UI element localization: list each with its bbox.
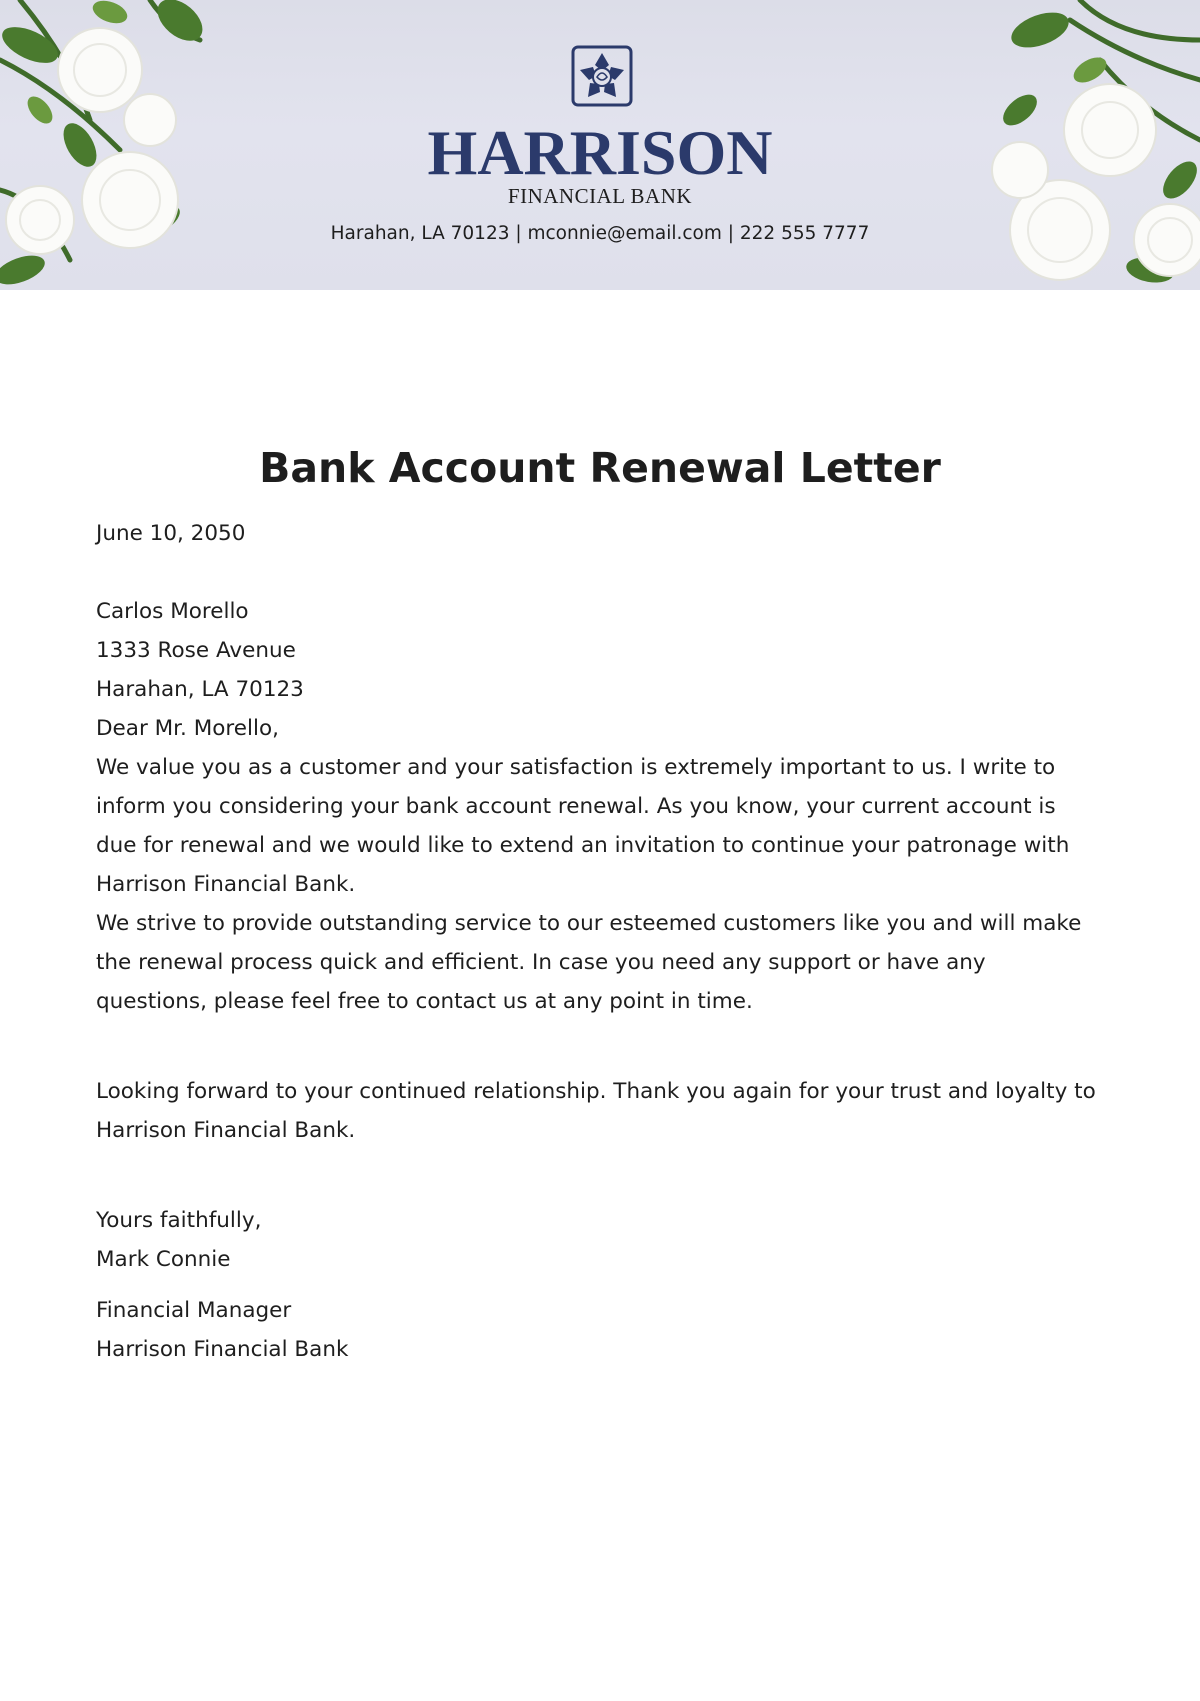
- signer-company: Harrison Financial Bank: [96, 1337, 349, 1362]
- signer-title: Financial Manager: [96, 1298, 292, 1323]
- brand-name: HARRISON: [427, 117, 773, 188]
- recipient-city: Harahan, LA 70123: [96, 677, 304, 702]
- brand-subtitle: FINANCIAL BANK: [507, 184, 693, 208]
- recipient-street: 1333 Rose Avenue: [96, 638, 296, 663]
- contact-line: Harahan, LA 70123 | mconnie@email.com | 222 555 7777: [330, 223, 870, 244]
- page-title: Bank Account Renewal Letter: [259, 444, 941, 492]
- letter-date: June 10, 2050: [96, 521, 246, 546]
- closing: Yours faithfully,: [96, 1208, 262, 1233]
- salutation: Dear Mr. Morello,: [96, 716, 279, 741]
- rose-emblem-icon: [571, 45, 633, 107]
- letter-body: [96, 514, 1096, 1369]
- body-paragraph: Looking forward to your continued relationship. Thank you again for your trust and loyalty to Harrison Financial Bank.: [96, 1079, 1096, 1143]
- recipient-name: Carlos Morello: [96, 599, 249, 624]
- signer-name: Mark Connie: [96, 1247, 231, 1272]
- letterhead-banner: [0, 0, 1200, 290]
- body-paragraph: We strive to provide outstanding service to our esteemed customers like you and will make the renewal process quick and efficient. In case you need any support or have any questions, please feel free to contact us at any point in time.: [96, 911, 1082, 1014]
- body-paragraph: We value you as a customer and your satisfaction is extremely important to us. I write to inform you considering your bank account renewal. As you know, your current account is due for renewal and we would like to extend an invitation to continue your patronage with Harrison Financial Bank.: [96, 755, 1070, 897]
